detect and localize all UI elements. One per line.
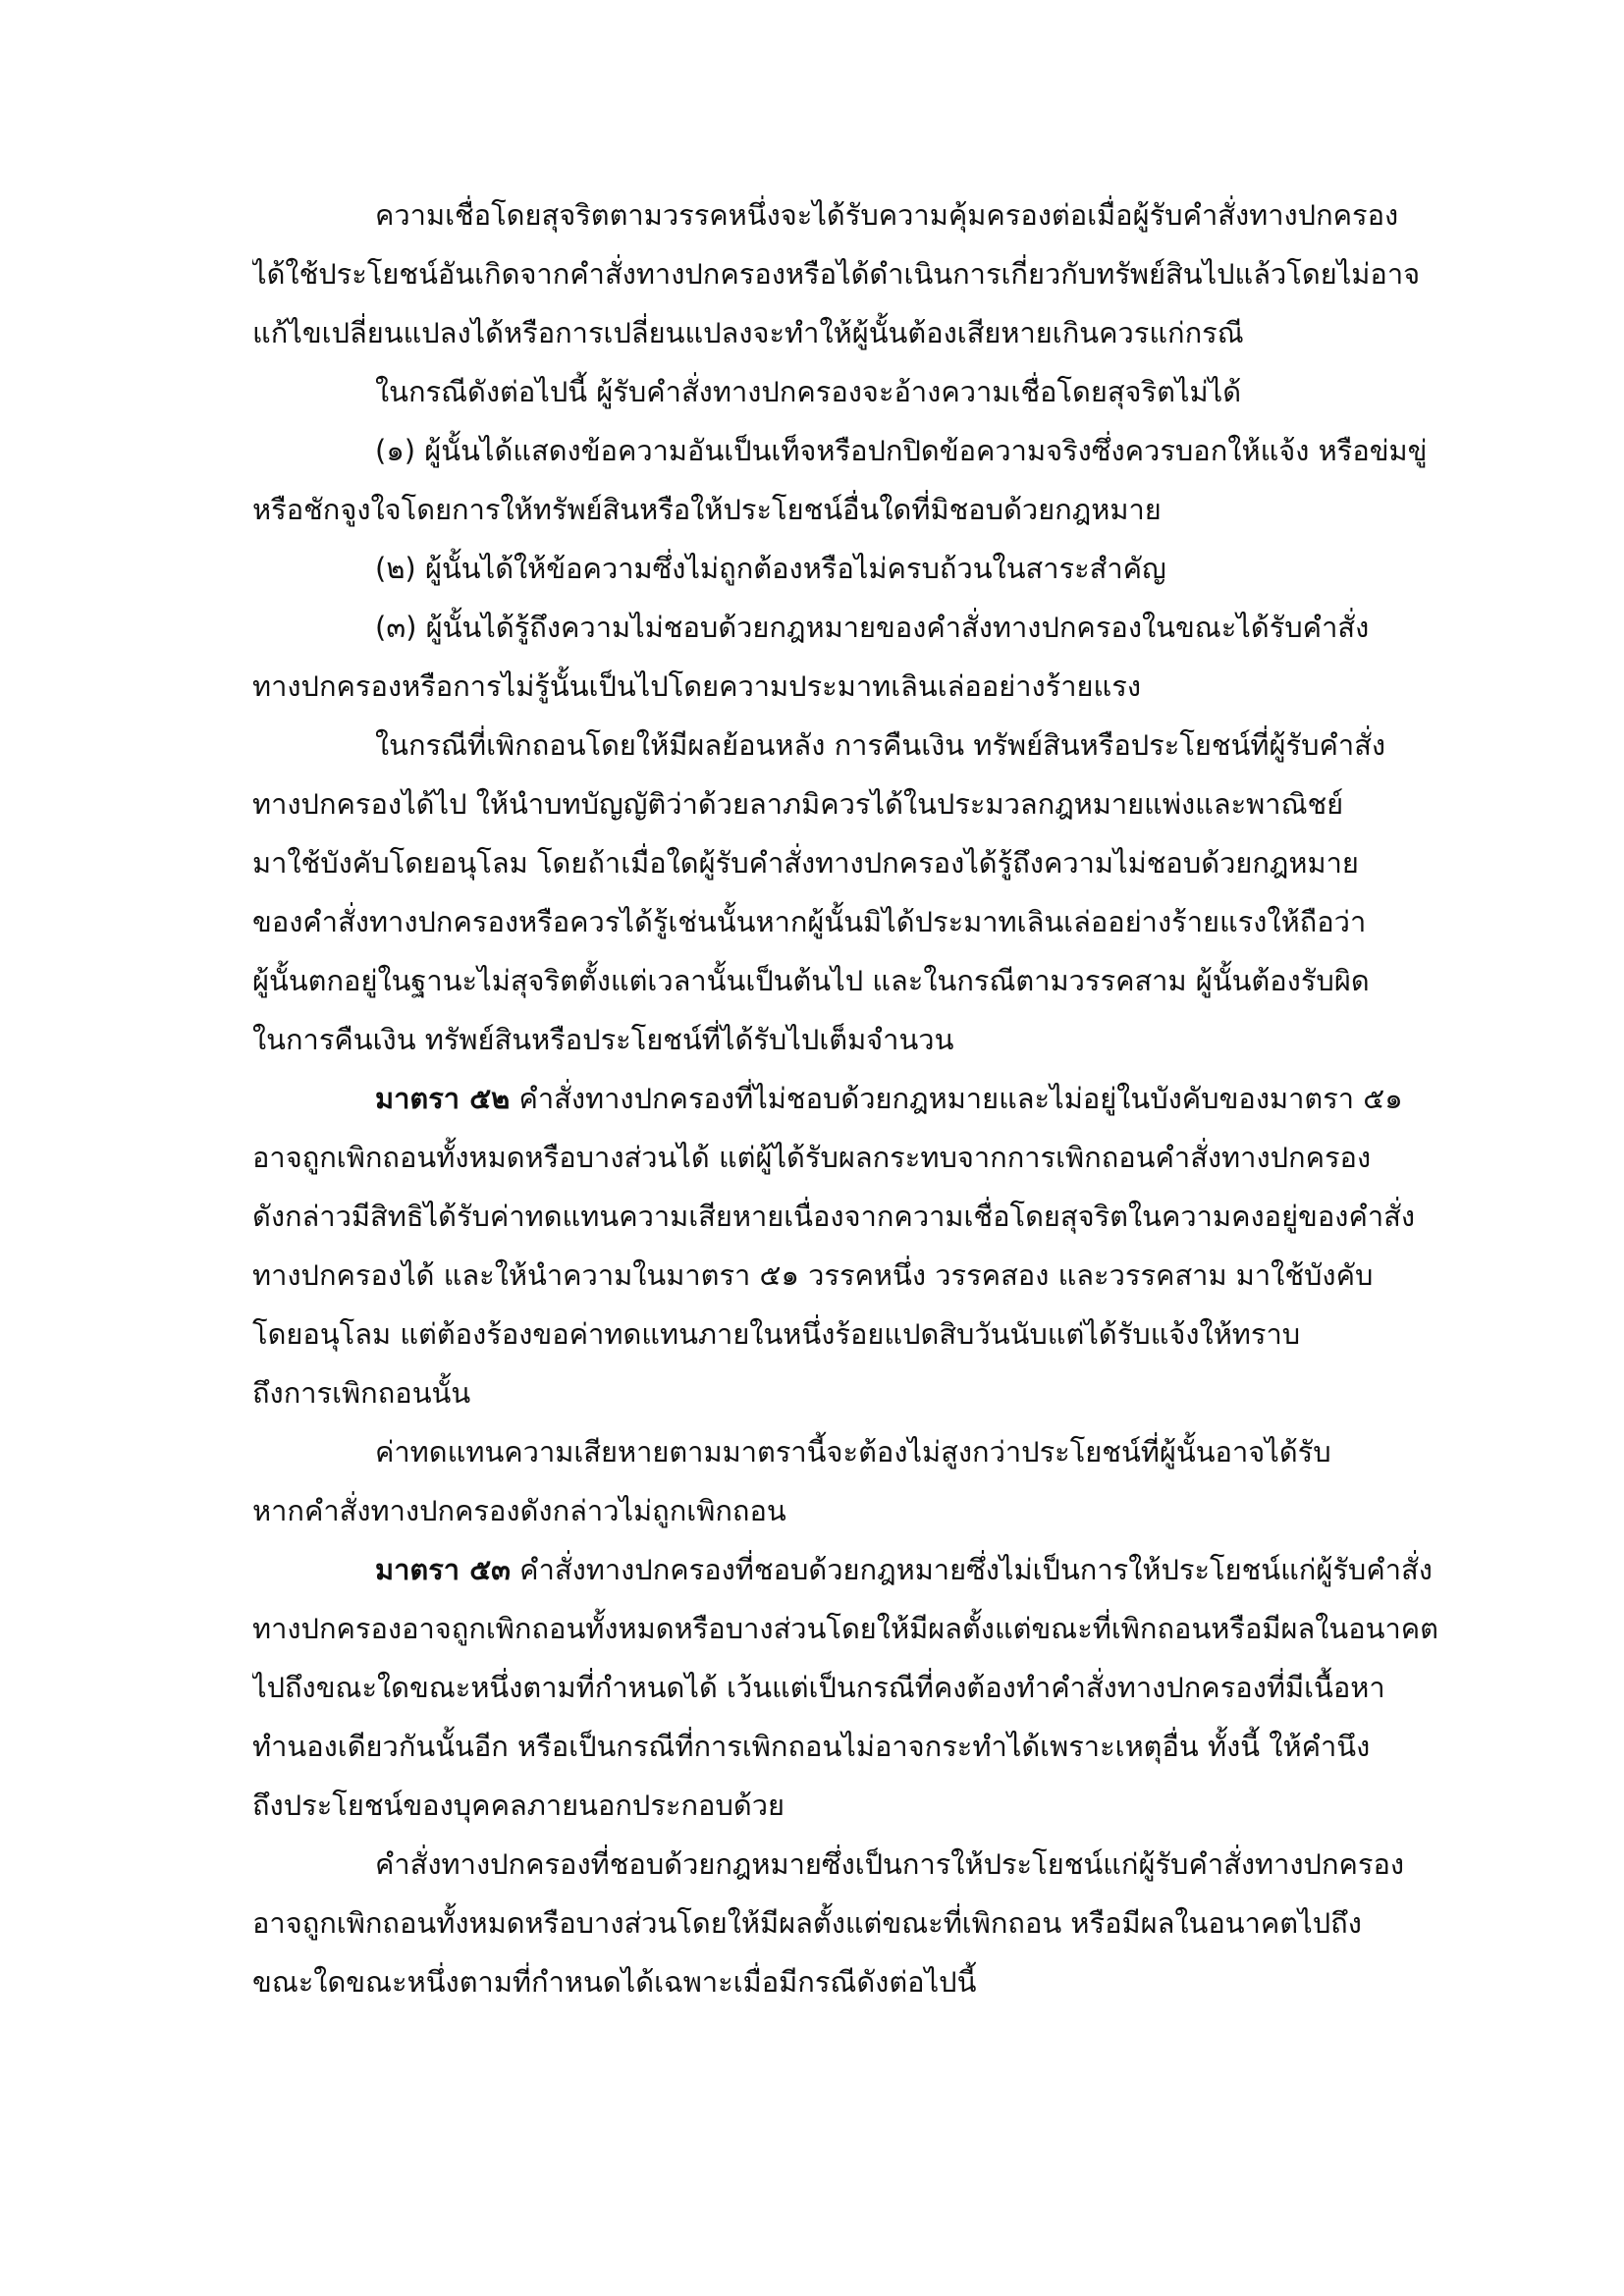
line-text: ถึงการเพิกถอนนั้น: [252, 1376, 471, 1410]
line-text: ทางปกครองได้ และให้นำความในมาตรา ๕๑ วรรคหนึ่ง วรรคสอง และวรรคสาม มาใช้บังคับ: [252, 1258, 1374, 1292]
line-text: คำสั่งทางปกครองที่ชอบด้วยกฎหมายซึ่งไม่เป็นการให้ประโยชน์แก่ผู้รับคำสั่ง: [510, 1553, 1433, 1586]
body-text-line: [252, 781, 1343, 827]
body-text-line: [252, 958, 1370, 1003]
body-text-line: [252, 1959, 976, 2004]
line-text: (๒) ผู้นั้นได้ให้ข้อความซึ่งไม่ถูกต้องหรือไม่ครบถ้วนในสาระสำคัญ: [375, 552, 1166, 585]
section-heading-line: [252, 1076, 1403, 1121]
body-text-line: [252, 664, 1141, 709]
line-text: ถึงประโยชน์ของบุคคลภายนอกประกอบด้วย: [252, 1789, 785, 1822]
body-text-line: [252, 1429, 1331, 1474]
line-text: ค่าทดแทนความเสียหายตามมาตรานี้จะต้องไม่สูงกว่าประโยชน์ที่ผู้นั้นอาจได้รับ: [375, 1435, 1331, 1468]
body-text-line: [252, 605, 1369, 650]
section-heading-line: [252, 1547, 1433, 1592]
line-text: หากคำสั่งทางปกครองดังกล่าวไม่ถูกเพิกถอน: [252, 1494, 786, 1527]
line-text: ทางปกครองหรือการไม่รู้นั้นเป็นไปโดยความประมาทเลินเล่ออย่างร้ายแรง: [252, 669, 1141, 703]
line-text: ทางปกครองอาจถูกเพิกถอนทั้งหมดหรือบางส่วนโดยให้มีผลตั้งแต่ขณะที่เพิกถอนหรือมีผลในอนาคต: [252, 1612, 1439, 1645]
body-text-line: [252, 1311, 1300, 1357]
line-text: อาจถูกเพิกถอนทั้งหมดหรือบางส่วนได้ แต่ผู้ได้รับผลกระทบจากการเพิกถอนคำสั่งทางปกครอง: [252, 1141, 1372, 1174]
line-text: (๑) ผู้นั้นได้แสดงข้อความอันเป็นเท็จหรือปกปิดข้อความจริงซึ่งควรบอกให้แจ้ง หรือข่มขู่: [375, 434, 1428, 467]
body-text-line: [252, 1194, 1415, 1239]
line-text: ได้ใช้ประโยชน์อันเกิดจากคำสั่งทางปกครองหรือได้ดำเนินการเกี่ยวกับทรัพย์สินไปแล้วโดยไม่อาจ: [252, 257, 1421, 291]
line-text: ในกรณีที่เพิกถอนโดยให้มีผลย้อนหลัง การคืนเงิน ทรัพย์สินหรือประโยชน์ที่ผู้รับคำสั่ง: [375, 728, 1386, 762]
body-text-line: [252, 1724, 1370, 1769]
body-text-line: [252, 1488, 786, 1533]
body-text-line: [252, 192, 1398, 238]
body-text-line: [252, 310, 1244, 355]
body-text-line: [252, 840, 1359, 885]
section-number: มาตรา ๕๓: [375, 1553, 511, 1586]
line-text: ทางปกครองได้ไป ให้นำบทบัญญัติว่าด้วยลาภมิควรได้ในประมวลกฎหมายแพ่งและพาณิชย์: [252, 787, 1344, 821]
line-text: แก้ไขเปลี่ยนแปลงได้หรือการเปลี่ยนแปลงจะทำให้ผู้นั้นต้องเสียหายเกินควรแก่กรณี: [252, 316, 1244, 349]
body-text-line: [252, 1135, 1371, 1180]
line-text: (๓) ผู้นั้นได้รู้ถึงความไม่ชอบด้วยกฎหมายของคำสั่งทางปกครองในขณะได้รับคำสั่ง: [375, 611, 1370, 644]
line-text: อาจถูกเพิกถอนทั้งหมดหรือบางส่วนโดยให้มีผลตั้งแต่ขณะที่เพิกถอน หรือมีผลในอนาคตไปถึง: [252, 1906, 1362, 1940]
body-text-line: [252, 546, 1166, 591]
body-text-line: [252, 251, 1420, 296]
line-text: ขณะใดขณะหนึ่งตามที่กำหนดได้เฉพาะเมื่อมีกรณีดังต่อไปนี้: [252, 1965, 977, 1999]
body-text-line: [252, 1783, 785, 1828]
body-text-line: [252, 1665, 1385, 1710]
body-text-line: [252, 428, 1428, 473]
line-text: ความเชื่อโดยสุจริตตามวรรคหนึ่งจะได้รับความคุ้มครองต่อเมื่อผู้รับคำสั่งทางปกครอง: [375, 198, 1399, 232]
body-text-line: [252, 1017, 953, 1062]
body-text-line: [252, 899, 1366, 944]
line-text: ในการคืนเงิน ทรัพย์สินหรือประโยชน์ที่ได้รับไปเต็มจำนวน: [252, 1023, 954, 1056]
body-text-line: [252, 487, 1162, 532]
line-text: ผู้นั้นตกอยู่ในฐานะไม่สุจริตตั้งแต่เวลานั้นเป็นต้นไป และในกรณีตามวรรคสาม ผู้นั้นต้องรับผิด: [252, 964, 1370, 997]
section-number: มาตรา ๕๒: [375, 1082, 511, 1115]
body-text-line: [252, 1253, 1373, 1298]
body-text-line: [252, 722, 1385, 768]
line-text: คำสั่งทางปกครองที่ชอบด้วยกฎหมายซึ่งเป็นการให้ประโยชน์แก่ผู้รับคำสั่งทางปกครอง: [375, 1847, 1405, 1881]
body-text-line: [252, 1370, 470, 1415]
body-text-line: [252, 369, 1241, 414]
line-text: ในกรณีดังต่อไปนี้ ผู้รับคำสั่งทางปกครองจะอ้างความเชื่อโดยสุจริตไม่ได้: [375, 375, 1242, 408]
line-text: โดยอนุโลม แต่ต้องร้องขอค่าทดแทนภายในหนึ่งร้อยแปดสิบวันนับแต่ได้รับแจ้งให้ทราบ: [252, 1317, 1301, 1351]
body-text-line: [252, 1606, 1438, 1651]
line-text: มาใช้บังคับโดยอนุโลม โดยถ้าเมื่อใดผู้รับคำสั่งทางปกครองได้รู้ถึงความไม่ชอบด้วยกฎหมาย: [252, 846, 1359, 880]
line-text: ดังกล่าวมีสิทธิได้รับค่าทดแทนความเสียหายเนื่องจากความเชื่อโดยสุจริตในความคงอยู่ของคำสั่ง: [252, 1200, 1416, 1233]
line-text: ของคำสั่งทางปกครองหรือควรได้รู้เช่นนั้นหากผู้นั้นมิได้ประมาทเลินเล่ออย่างร้ายแรงให้ถือว่า: [252, 905, 1367, 938]
line-text: หรือชักจูงใจโดยการให้ทรัพย์สินหรือให้ประโยชน์อื่นใดที่มิชอบด้วยกฎหมาย: [252, 493, 1162, 526]
line-text: คำสั่งทางปกครองที่ไม่ชอบด้วยกฎหมายและไม่อยู่ในบังคับของมาตรา ๕๑: [510, 1082, 1403, 1115]
line-text: ทำนองเดียวกันนั้นอีก หรือเป็นกรณีที่การเพิกถอนไม่อาจกระทำได้เพราะเหตุอื่น ทั้งนี้ ให้คำนึง: [252, 1730, 1371, 1763]
line-text: ไปถึงขณะใดขณะหนึ่งตามที่กำหนดได้ เว้นแต่เป็นกรณีที่คงต้องทำคำสั่งทางปกครองที่มีเนื้อหา: [252, 1671, 1385, 1704]
body-text-line: [252, 1900, 1362, 1946]
body-text-line: [252, 1842, 1404, 1887]
